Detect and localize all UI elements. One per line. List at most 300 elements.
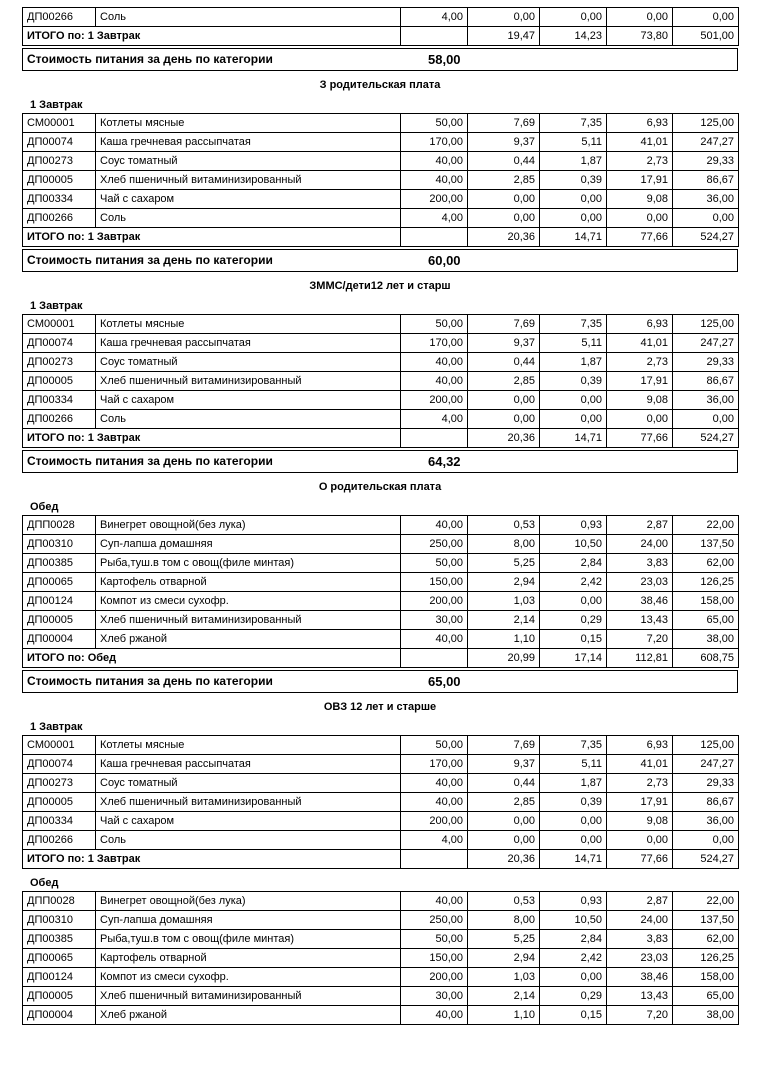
cell-carb: 6,93 — [607, 315, 673, 334]
cell-carb: 2,73 — [607, 353, 673, 372]
cell-carb: 77,66 — [607, 429, 673, 448]
table-row — [23, 535, 739, 554]
cell-code: ДП00310 — [23, 911, 96, 930]
cell-protein: 0,00 — [468, 812, 540, 831]
table-row — [23, 1006, 739, 1025]
table-row — [23, 630, 739, 649]
cell-fat: 5,11 — [540, 334, 607, 353]
cell-carb: 9,08 — [607, 812, 673, 831]
cell-code: ДП00266 — [23, 8, 96, 27]
cell-protein: 0,00 — [468, 190, 540, 209]
cell-qty: 250,00 — [401, 535, 468, 554]
cell-code: ДП00273 — [23, 774, 96, 793]
cell-carb: 2,87 — [607, 516, 673, 535]
cell-kcal: 0,00 — [673, 831, 739, 850]
cell-name: Хлеб ржаной — [96, 630, 401, 649]
cell-fat: 0,29 — [540, 611, 607, 630]
cell-kcal: 29,33 — [673, 774, 739, 793]
cell-fat: 0,39 — [540, 171, 607, 190]
daily-cost-label: Стоимость питания за день по категории — [27, 674, 273, 688]
table-row — [23, 152, 739, 171]
cell-qty: 40,00 — [401, 171, 468, 190]
cell-qty: 4,00 — [401, 410, 468, 429]
cell-name: Соус томатный — [96, 152, 401, 171]
cell-name: Суп-лапша домашняя — [96, 911, 401, 930]
cell-kcal: 86,67 — [673, 372, 739, 391]
cell-kcal: 247,27 — [673, 133, 739, 152]
cell-kcal: 29,33 — [673, 152, 739, 171]
cell-protein: 1,10 — [468, 1006, 540, 1025]
cell-kcal: 38,00 — [673, 1006, 739, 1025]
cell-qty: 4,00 — [401, 831, 468, 850]
cell-qty: 200,00 — [401, 190, 468, 209]
cell-kcal: 36,00 — [673, 812, 739, 831]
cell-protein: 0,00 — [468, 410, 540, 429]
cell-fat: 1,87 — [540, 353, 607, 372]
table-row — [23, 516, 739, 535]
table-row — [23, 334, 739, 353]
cell-protein: 7,69 — [468, 315, 540, 334]
total-label: ИТОГО по: 1 Завтрак — [23, 850, 401, 869]
cell-protein: 8,00 — [468, 911, 540, 930]
table-row — [23, 831, 739, 850]
daily-cost-value: 60,00 — [428, 253, 461, 268]
total-row — [23, 228, 739, 247]
cell-qty: 30,00 — [401, 987, 468, 1006]
cell-protein: 2,85 — [468, 793, 540, 812]
cell-fat: 10,50 — [540, 535, 607, 554]
cell-carb: 7,20 — [607, 630, 673, 649]
table-row — [23, 353, 739, 372]
cell-name: Каша гречневая рассыпчатая — [96, 334, 401, 353]
cell-code: ДП00005 — [23, 987, 96, 1006]
cell-fat: 0,93 — [540, 892, 607, 911]
cell-qty: 200,00 — [401, 592, 468, 611]
cell-carb: 3,83 — [607, 554, 673, 573]
cell-fat: 0,00 — [540, 209, 607, 228]
daily-cost-label: Стоимость питания за день по категории — [27, 454, 273, 468]
section-title: З родительская плата — [319, 79, 441, 91]
cell-name: Рыба,туш.в том с овощ(филе минтая) — [96, 930, 401, 949]
cell-qty — [401, 429, 468, 448]
cell-carb: 0,00 — [607, 8, 673, 27]
cell-protein: 0,44 — [468, 774, 540, 793]
cell-qty: 170,00 — [401, 133, 468, 152]
cell-qty: 50,00 — [401, 554, 468, 573]
cell-kcal: 524,27 — [673, 228, 739, 247]
cell-protein: 2,94 — [468, 949, 540, 968]
cell-fat: 5,11 — [540, 133, 607, 152]
meal-group-label: Обед — [30, 501, 59, 513]
cell-code: ДПП0028 — [23, 892, 96, 911]
cell-carb: 77,66 — [607, 850, 673, 869]
cell-name: Компот из смеси сухофр. — [96, 968, 401, 987]
cell-protein: 8,00 — [468, 535, 540, 554]
cell-carb: 13,43 — [607, 611, 673, 630]
cell-name: Соль — [96, 831, 401, 850]
cell-carb: 112,81 — [607, 649, 673, 668]
cell-protein: 20,36 — [468, 429, 540, 448]
table-row — [23, 892, 739, 911]
cell-code: ДП00005 — [23, 171, 96, 190]
cell-protein: 20,36 — [468, 228, 540, 247]
cell-kcal: 247,27 — [673, 755, 739, 774]
meal-group-label: Обед — [30, 877, 59, 889]
cell-kcal: 65,00 — [673, 611, 739, 630]
cell-fat: 0,00 — [540, 592, 607, 611]
cell-carb: 17,91 — [607, 793, 673, 812]
cell-qty: 40,00 — [401, 630, 468, 649]
cell-protein: 2,85 — [468, 372, 540, 391]
total-row — [23, 429, 739, 448]
cell-protein: 2,14 — [468, 987, 540, 1006]
cell-carb: 41,01 — [607, 334, 673, 353]
cell-protein: 9,37 — [468, 755, 540, 774]
daily-cost-label: Стоимость питания за день по категории — [27, 52, 273, 66]
cell-kcal: 36,00 — [673, 190, 739, 209]
total-row — [23, 850, 739, 869]
cell-qty: 170,00 — [401, 755, 468, 774]
cell-name: Каша гречневая рассыпчатая — [96, 755, 401, 774]
daily-cost-label: Стоимость питания за день по категории — [27, 253, 273, 267]
table-row — [23, 209, 739, 228]
cell-carb: 41,01 — [607, 133, 673, 152]
cell-protein: 20,99 — [468, 649, 540, 668]
cell-name: Соль — [96, 8, 401, 27]
cell-fat: 10,50 — [540, 911, 607, 930]
cell-qty: 200,00 — [401, 391, 468, 410]
cell-fat: 7,35 — [540, 736, 607, 755]
cell-code: СМ00001 — [23, 315, 96, 334]
cell-code: ДП00334 — [23, 391, 96, 410]
cell-kcal: 125,00 — [673, 736, 739, 755]
cell-fat: 14,23 — [540, 27, 607, 46]
cell-protein: 0,44 — [468, 353, 540, 372]
cell-kcal: 126,25 — [673, 949, 739, 968]
cell-kcal: 62,00 — [673, 554, 739, 573]
cell-fat: 0,00 — [540, 831, 607, 850]
table-row — [23, 949, 739, 968]
table-row — [23, 190, 739, 209]
cell-name: Картофель отварной — [96, 949, 401, 968]
cell-qty: 200,00 — [401, 812, 468, 831]
cell-protein: 5,25 — [468, 930, 540, 949]
cell-name: Картофель отварной — [96, 573, 401, 592]
cell-fat: 0,00 — [540, 190, 607, 209]
cell-name: Чай с сахаром — [96, 812, 401, 831]
cell-name: Компот из смеси сухофр. — [96, 592, 401, 611]
cell-code: ДП00124 — [23, 592, 96, 611]
cell-kcal: 137,50 — [673, 911, 739, 930]
table-row — [23, 930, 739, 949]
table-row — [23, 812, 739, 831]
cell-code: ДП00005 — [23, 372, 96, 391]
cell-kcal: 22,00 — [673, 516, 739, 535]
cell-qty: 4,00 — [401, 209, 468, 228]
cell-code: ДП00266 — [23, 410, 96, 429]
cell-code: ДП00074 — [23, 334, 96, 353]
cell-kcal: 36,00 — [673, 391, 739, 410]
cell-fat: 0,00 — [540, 8, 607, 27]
cell-name: Чай с сахаром — [96, 190, 401, 209]
cell-qty: 50,00 — [401, 930, 468, 949]
cell-name: Котлеты мясные — [96, 736, 401, 755]
cell-carb: 13,43 — [607, 987, 673, 1006]
cell-name: Соль — [96, 209, 401, 228]
cell-fat: 2,42 — [540, 573, 607, 592]
cell-code: ДП00334 — [23, 812, 96, 831]
table-row — [23, 755, 739, 774]
cell-code: ДПП0028 — [23, 516, 96, 535]
cell-fat: 7,35 — [540, 315, 607, 334]
section-title: ЗММС/дети12 лет и старш — [309, 280, 451, 292]
cell-code: ДП00310 — [23, 535, 96, 554]
cell-qty: 30,00 — [401, 611, 468, 630]
cell-qty — [401, 850, 468, 869]
cell-fat: 0,00 — [540, 968, 607, 987]
cell-protein: 0,53 — [468, 516, 540, 535]
cell-qty: 40,00 — [401, 793, 468, 812]
cell-carb: 9,08 — [607, 391, 673, 410]
cell-qty — [401, 27, 468, 46]
total-row — [23, 27, 739, 46]
cell-carb: 3,83 — [607, 930, 673, 949]
cell-carb: 24,00 — [607, 535, 673, 554]
cell-qty: 40,00 — [401, 892, 468, 911]
cell-fat: 0,00 — [540, 391, 607, 410]
table-row — [23, 793, 739, 812]
cell-protein: 0,00 — [468, 8, 540, 27]
cell-carb: 38,46 — [607, 968, 673, 987]
cell-carb: 2,73 — [607, 774, 673, 793]
cell-kcal: 524,27 — [673, 850, 739, 869]
cell-qty: 170,00 — [401, 334, 468, 353]
table-row — [23, 391, 739, 410]
cell-carb: 17,91 — [607, 372, 673, 391]
cell-name: Суп-лапша домашняя — [96, 535, 401, 554]
table-row — [23, 171, 739, 190]
cell-kcal: 0,00 — [673, 410, 739, 429]
cell-protein: 9,37 — [468, 133, 540, 152]
cell-name: Рыба,туш.в том с овощ(филе минтая) — [96, 554, 401, 573]
cell-protein: 0,00 — [468, 831, 540, 850]
cell-protein: 7,69 — [468, 114, 540, 133]
table-row — [23, 372, 739, 391]
cell-qty: 4,00 — [401, 8, 468, 27]
cell-code: ДП00266 — [23, 209, 96, 228]
cell-fat: 2,84 — [540, 930, 607, 949]
cell-code: СМ00001 — [23, 114, 96, 133]
cell-carb: 23,03 — [607, 573, 673, 592]
menu-table — [22, 515, 739, 668]
cell-fat: 0,00 — [540, 812, 607, 831]
cell-fat: 2,84 — [540, 554, 607, 573]
cell-kcal: 501,00 — [673, 27, 739, 46]
cell-code: ДП00004 — [23, 630, 96, 649]
cell-fat: 14,71 — [540, 228, 607, 247]
table-row — [23, 315, 739, 334]
cell-name: Винегрет овощной(без лука) — [96, 892, 401, 911]
table-row — [23, 911, 739, 930]
cell-carb: 17,91 — [607, 171, 673, 190]
cell-name: Котлеты мясные — [96, 114, 401, 133]
cell-fat: 7,35 — [540, 114, 607, 133]
cell-name: Хлеб пшеничный витаминизированный — [96, 171, 401, 190]
cell-name: Соус томатный — [96, 774, 401, 793]
cell-kcal: 126,25 — [673, 573, 739, 592]
cell-carb: 0,00 — [607, 410, 673, 429]
cell-qty: 250,00 — [401, 911, 468, 930]
table-row — [23, 987, 739, 1006]
cell-kcal: 0,00 — [673, 209, 739, 228]
cell-carb: 6,93 — [607, 114, 673, 133]
cell-fat: 2,42 — [540, 949, 607, 968]
daily-cost-row — [22, 48, 738, 71]
cell-qty: 40,00 — [401, 152, 468, 171]
cell-fat: 5,11 — [540, 755, 607, 774]
menu-table — [22, 113, 739, 247]
cell-kcal: 125,00 — [673, 114, 739, 133]
cell-qty — [401, 228, 468, 247]
daily-cost-row — [22, 249, 738, 272]
cell-name: Хлеб пшеничный витаминизированный — [96, 793, 401, 812]
cell-protein: 2,14 — [468, 611, 540, 630]
daily-cost-value: 58,00 — [428, 52, 461, 67]
cell-qty: 150,00 — [401, 573, 468, 592]
menu-table — [22, 891, 739, 1025]
cell-fat: 17,14 — [540, 649, 607, 668]
daily-cost-value: 65,00 — [428, 674, 461, 689]
total-label: ИТОГО по: 1 Завтрак — [23, 228, 401, 247]
cell-name: Хлеб ржаной — [96, 1006, 401, 1025]
cell-qty: 50,00 — [401, 114, 468, 133]
total-row — [23, 649, 739, 668]
cell-qty: 40,00 — [401, 372, 468, 391]
cell-carb: 2,87 — [607, 892, 673, 911]
cell-fat: 0,29 — [540, 987, 607, 1006]
total-label: ИТОГО по: Обед — [23, 649, 401, 668]
cell-code: ДП00334 — [23, 190, 96, 209]
cell-protein: 19,47 — [468, 27, 540, 46]
cell-fat: 1,87 — [540, 774, 607, 793]
cell-protein: 0,00 — [468, 209, 540, 228]
cell-name: Хлеб пшеничный витаминизированный — [96, 372, 401, 391]
cell-name: Соль — [96, 410, 401, 429]
daily-cost-value: 64,32 — [428, 454, 461, 469]
cell-fat: 0,15 — [540, 630, 607, 649]
table-row — [23, 736, 739, 755]
cell-protein: 1,03 — [468, 592, 540, 611]
meal-group-label: 1 Завтрак — [30, 99, 83, 111]
cell-kcal: 29,33 — [673, 353, 739, 372]
cell-carb: 2,73 — [607, 152, 673, 171]
cell-qty — [401, 649, 468, 668]
cell-fat: 0,39 — [540, 793, 607, 812]
cell-protein: 2,85 — [468, 171, 540, 190]
cell-code: ДП00385 — [23, 930, 96, 949]
cell-protein: 0,00 — [468, 391, 540, 410]
cell-code: ДП00385 — [23, 554, 96, 573]
cell-fat: 14,71 — [540, 850, 607, 869]
cell-kcal: 125,00 — [673, 315, 739, 334]
cell-name: Чай с сахаром — [96, 391, 401, 410]
menu-table — [22, 735, 739, 869]
cell-code: ДП00074 — [23, 133, 96, 152]
menu-table — [22, 7, 739, 46]
cell-code: ДП00124 — [23, 968, 96, 987]
daily-cost-row — [22, 450, 738, 473]
cell-protein: 1,03 — [468, 968, 540, 987]
cell-fat: 0,93 — [540, 516, 607, 535]
cell-protein: 0,44 — [468, 152, 540, 171]
table-row — [23, 133, 739, 152]
cell-kcal: 158,00 — [673, 592, 739, 611]
cell-code: ДП00065 — [23, 949, 96, 968]
cell-kcal: 158,00 — [673, 968, 739, 987]
cell-fat: 14,71 — [540, 429, 607, 448]
cell-qty: 40,00 — [401, 1006, 468, 1025]
cell-name: Каша гречневая рассыпчатая — [96, 133, 401, 152]
cell-kcal: 524,27 — [673, 429, 739, 448]
table-row — [23, 611, 739, 630]
cell-kcal: 62,00 — [673, 930, 739, 949]
cell-kcal: 38,00 — [673, 630, 739, 649]
meal-group-label: 1 Завтрак — [30, 721, 83, 733]
cell-carb: 73,80 — [607, 27, 673, 46]
cell-fat: 0,15 — [540, 1006, 607, 1025]
cell-kcal: 86,67 — [673, 171, 739, 190]
cell-protein: 0,53 — [468, 892, 540, 911]
cell-carb: 9,08 — [607, 190, 673, 209]
table-row — [23, 410, 739, 429]
cell-protein: 9,37 — [468, 334, 540, 353]
section-title: О родительская плата — [318, 481, 442, 493]
cell-name: Хлеб пшеничный витаминизированный — [96, 987, 401, 1006]
cell-code: ДП00065 — [23, 573, 96, 592]
cell-qty: 150,00 — [401, 949, 468, 968]
cell-carb: 77,66 — [607, 228, 673, 247]
cell-carb: 0,00 — [607, 831, 673, 850]
daily-cost-row — [22, 670, 738, 693]
cell-fat: 1,87 — [540, 152, 607, 171]
cell-code: ДП00074 — [23, 755, 96, 774]
cell-code: ДП00005 — [23, 793, 96, 812]
table-row — [23, 592, 739, 611]
menu-table — [22, 314, 739, 448]
table-row — [23, 968, 739, 987]
cell-kcal: 137,50 — [673, 535, 739, 554]
table-row — [23, 573, 739, 592]
cell-code: ДП00273 — [23, 353, 96, 372]
cell-qty: 40,00 — [401, 516, 468, 535]
cell-name: Хлеб пшеничный витаминизированный — [96, 611, 401, 630]
total-label: ИТОГО по: 1 Завтрак — [23, 429, 401, 448]
table-row — [23, 774, 739, 793]
cell-carb: 6,93 — [607, 736, 673, 755]
cell-qty: 50,00 — [401, 315, 468, 334]
cell-kcal: 86,67 — [673, 793, 739, 812]
total-label: ИТОГО по: 1 Завтрак — [23, 27, 401, 46]
table-row — [23, 8, 739, 27]
cell-carb: 23,03 — [607, 949, 673, 968]
cell-code: СМ00001 — [23, 736, 96, 755]
cell-qty: 200,00 — [401, 968, 468, 987]
section-title: ОВЗ 12 лет и старше — [323, 701, 437, 713]
cell-protein: 5,25 — [468, 554, 540, 573]
cell-name: Соус томатный — [96, 353, 401, 372]
cell-code: ДП00273 — [23, 152, 96, 171]
cell-qty: 40,00 — [401, 353, 468, 372]
